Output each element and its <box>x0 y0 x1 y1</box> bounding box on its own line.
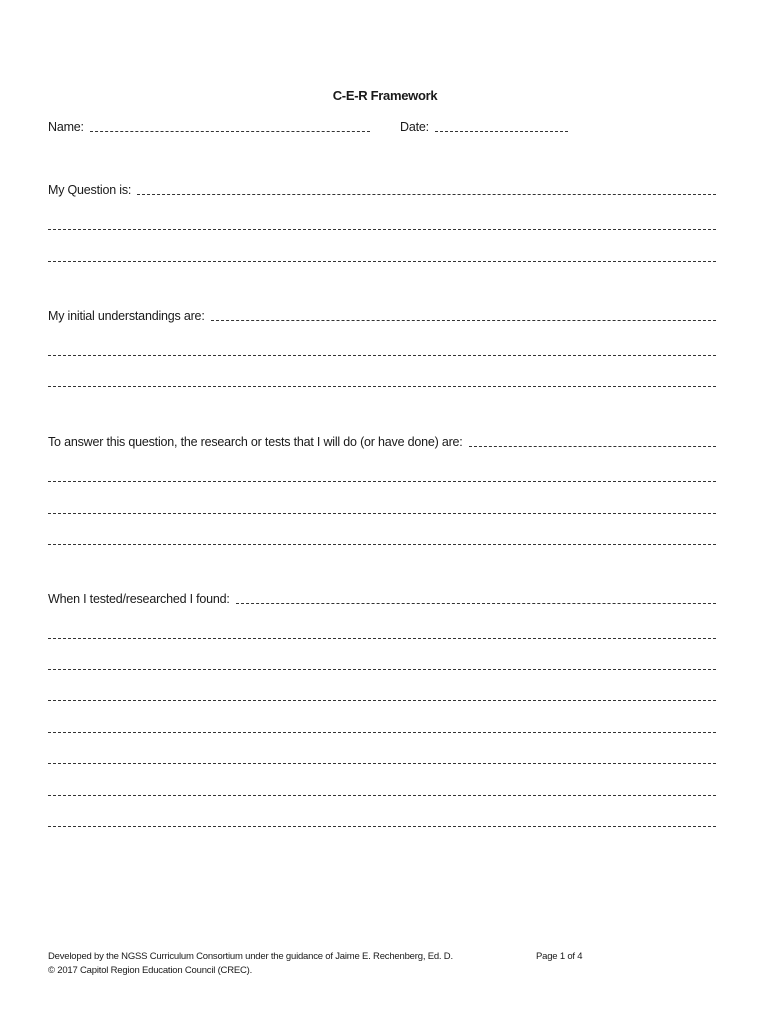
found-label: When I tested/researched I found: <box>48 592 230 606</box>
question-label: My Question is: <box>48 183 132 197</box>
research-answer-line[interactable] <box>48 481 716 482</box>
footer-credits <box>48 950 453 978</box>
found-answer-line[interactable] <box>48 669 716 670</box>
found-answer-line[interactable] <box>48 638 716 639</box>
research-blank[interactable] <box>469 435 716 447</box>
footer-credit-line: Developed by the NGSS Curriculum Consortium under the guidance of Jaime E. Rechenberg, Ed. D. <box>48 951 453 962</box>
found-field <box>48 592 716 606</box>
found-blank[interactable] <box>236 592 716 604</box>
document-title: C-E-R Framework <box>332 88 438 103</box>
research-answer-line[interactable] <box>48 544 716 545</box>
question-field <box>48 183 716 197</box>
date-field <box>400 120 568 134</box>
understanding-blank[interactable] <box>211 309 716 321</box>
found-answer-line[interactable] <box>48 795 716 796</box>
understanding-answer-line[interactable] <box>48 355 716 356</box>
found-answer-line[interactable] <box>48 700 716 701</box>
research-field <box>48 435 716 449</box>
name-field <box>48 120 370 134</box>
found-answer-line[interactable] <box>48 826 716 827</box>
date-blank[interactable] <box>435 120 568 132</box>
understanding-answer-line[interactable] <box>48 386 716 387</box>
question-blank[interactable] <box>137 183 716 195</box>
name-label: Name: <box>48 120 84 134</box>
question-answer-line[interactable] <box>48 229 716 230</box>
understanding-field <box>48 309 716 323</box>
footer-copyright-line: © 2017 Capitol Region Education Council (CREC). <box>48 965 253 976</box>
research-label: To answer this question, the research or tests that I will do (or have done) are: <box>48 435 463 449</box>
page-number: Page 1 of 4 <box>536 951 583 962</box>
question-answer-line[interactable] <box>48 261 716 262</box>
research-answer-line[interactable] <box>48 513 716 514</box>
found-answer-line[interactable] <box>48 763 716 764</box>
understanding-label: My initial understandings are: <box>48 309 205 323</box>
name-blank[interactable] <box>90 120 370 132</box>
date-label: Date: <box>400 120 429 134</box>
found-answer-line[interactable] <box>48 732 716 733</box>
